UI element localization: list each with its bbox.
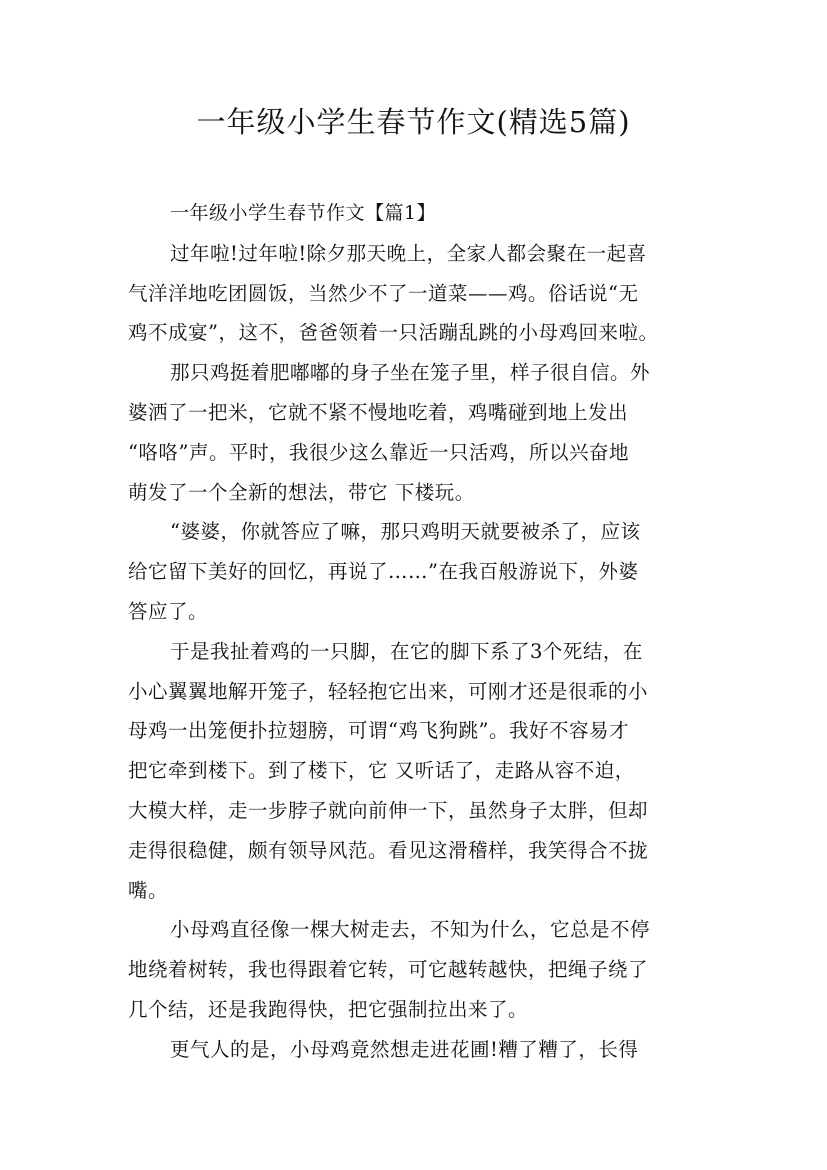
text-line: 地绕着树转，我也得跟着它转，可它越转越快，把绳子绕了 <box>128 958 649 982</box>
document-title: 一年级小学生春节作文(精选5篇) <box>196 105 631 139</box>
text-line: 母鸡一出笼便扑拉翅膀，可谓“鸡飞狗跳”。我好不容易才 <box>128 719 629 743</box>
text-line: 气洋洋地吃团圆饭，当然少不了一道菜——鸡。俗话说“无 <box>128 281 639 305</box>
text-line: “咯咯”声。平时，我很少这么靠近一只活鸡，所以兴奋地 <box>128 440 629 464</box>
text-line: 更气人的是，小母鸡竟然想走进花圃!糟了糟了，长得 <box>170 1037 639 1061</box>
text-line: 答应了。 <box>128 599 209 623</box>
text-line: 于是我扯着鸡的一只脚，在它的脚下系了3个死结，在 <box>170 639 643 663</box>
text-line: 几个结，还是我跑得快，把它强制拉出来了。 <box>128 997 529 1021</box>
text-line: 萌发了一个全新的想法，带它 下楼玩。 <box>128 480 475 504</box>
document-body <box>128 194 704 1070</box>
text-line: 把它牵到楼下。到了楼下，它 又听话了，走路从容不迫， <box>128 759 635 783</box>
text-line: “婆婆，你就答应了嘛，那只鸡明天就要被杀了，应该 <box>170 520 641 544</box>
text-line: 鸡不成宴”，这不，爸爸领着一只活蹦乱跳的小母鸡回来啦。 <box>128 321 659 345</box>
text-line: 走得很稳健，颇有领导风范。看见这滑稽样，我笑得合不拢 <box>128 838 649 862</box>
text-line: 那只鸡挺着肥嘟嘟的身子坐在笼子里，样子很自信。外 <box>170 361 651 385</box>
text-line: 小心翼翼地解开笼子，轻轻抱它出来，可刚才还是很乖的小 <box>128 679 649 703</box>
text-line: 婆洒了一把米，它就不紧不慢地吃着，鸡嘴碰到地上发出 <box>128 400 629 424</box>
text-line: 过年啦!过年啦!除夕那天晚上，全家人都会聚在一起喜 <box>170 241 647 265</box>
section-heading: 一年级小学生春节作文【篇1】 <box>170 202 437 224</box>
text-line: 嘴。 <box>128 878 169 902</box>
text-line: 大模大样，走一步脖子就向前伸一下，虽然身子太胖，但却 <box>128 798 649 822</box>
text-line: 小母鸡直径像一棵大树走去，不知为什么，它总是不停 <box>170 918 651 942</box>
text-line: 给它留下美好的回忆，再说了……”在我百般游说下，外婆 <box>128 560 639 584</box>
